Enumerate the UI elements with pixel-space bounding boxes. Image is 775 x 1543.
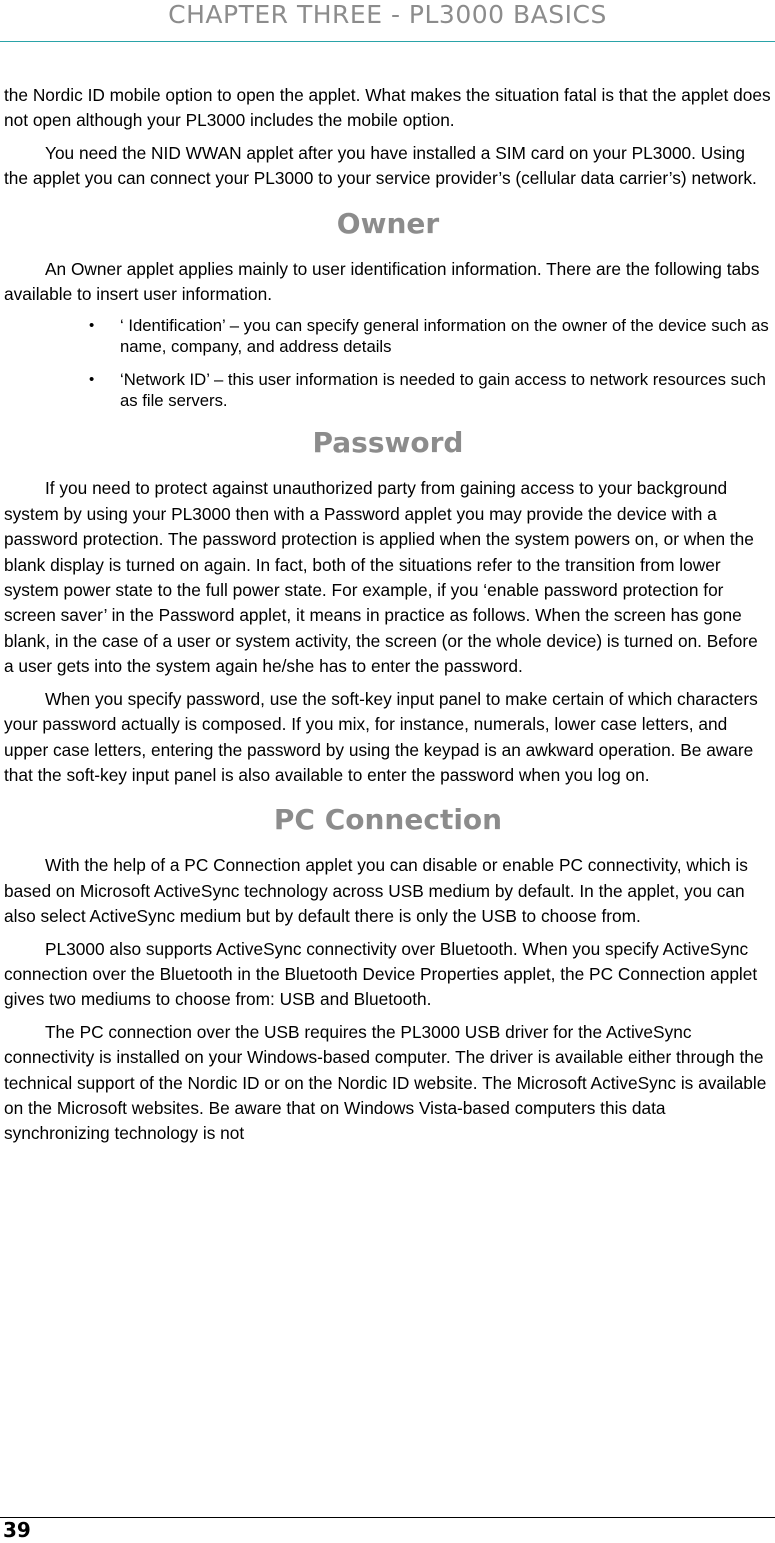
list-item-text: ‘ Identification’ – you can specify general information on the owner of the device such as name, company, and address details bbox=[120, 316, 769, 357]
paragraph-activesync-bluetooth: PL3000 also supports ActiveSync connectivity over Bluetooth. When you specify ActiveSync connection over the Bluetooth in the Bluetooth Device Properties applet, the PC Connection applet gives two mediums to choose from: USB and Bluetooth. bbox=[4, 938, 758, 1010]
bullet-icon: • bbox=[89, 317, 95, 335]
header-divider bbox=[0, 41, 775, 42]
paragraph-usb-driver: The PC connection over the USB requires the PL3000 USB driver for the ActiveSync connectivity is installed on your Windows-based computer. The driver is available either through the technical support of the Nordic ID or on the Nordic ID website. The Microsoft ActiveSync is available on the Microsoft websites. Be aware that on Windows Vista-based computers this data synchronizing technology is not bbox=[4, 1021, 767, 1144]
list-item bbox=[4, 315, 772, 357]
page-number: 39 bbox=[3, 1518, 31, 1542]
owner-tabs-list bbox=[4, 315, 772, 411]
footer-divider bbox=[0, 1517, 775, 1518]
section-heading-owner: Owner bbox=[336, 206, 440, 240]
list-item bbox=[4, 369, 772, 411]
section-heading-pc-connection: PC Connection bbox=[273, 803, 503, 837]
section-heading-password: Password bbox=[312, 426, 464, 460]
paragraph-password-protection: If you need to protect against unauthorized party from gaining access to your background system by using your PL3000 then with a Password applet you may provide the device with a password protection. The password protection is applied when the system powers on, or when the blank display is turned on again. In fact, both of the situations refer to the transition from lower system power state to the full power state. For example, if you ‘enable password protection for screen saver’ in the Password applet, it means in practice as follows. When the screen has gone blank, in the case of a user or system activity, the screen (or the whole device) is turned on. Before a user gets into the system again he/she has to enter the password. bbox=[4, 478, 758, 677]
paragraph-nid-wwan: You need the NID WWAN applet after you have installed a SIM card on your PL3000. Using the applet you can connect your PL3000 to your service provider’s (cellular data carrier’s) network. bbox=[4, 142, 757, 189]
list-item-text: ‘Network ID’ – this user information is needed to gain access to network resources such as file servers. bbox=[120, 370, 766, 411]
paragraph-password-soft-key: When you specify password, use the soft-key input panel to make certain of which characters your password actually is composed. If you mix, for instance, numerals, lower case letters, and upper case letters, entering the password by using the keypad is an awkward operation. Be aware that the soft-key input panel is also available to enter the password when you log on. bbox=[4, 688, 758, 785]
paragraph-nordic-id-option: the Nordic ID mobile option to open the applet. What makes the situation fatal is that the applet does not open although your PL3000 includes the mobile option. bbox=[4, 85, 771, 131]
paragraph-pc-connection-applet: With the help of a PC Connection applet you can disable or enable PC connectivity, which is based on Microsoft ActiveSync technology across USB medium by default. In the applet, you can also select ActiveSync medium but by default there is only the USB to choose from. bbox=[4, 855, 748, 927]
page-body bbox=[4, 83, 772, 1154]
paragraph-owner-intro: An Owner applet applies mainly to user identification information. There are the following tabs available to insert user information. bbox=[4, 258, 760, 305]
bullet-icon: • bbox=[89, 371, 95, 389]
chapter-header-title: CHAPTER THREE - PL3000 BASICS bbox=[168, 0, 607, 29]
